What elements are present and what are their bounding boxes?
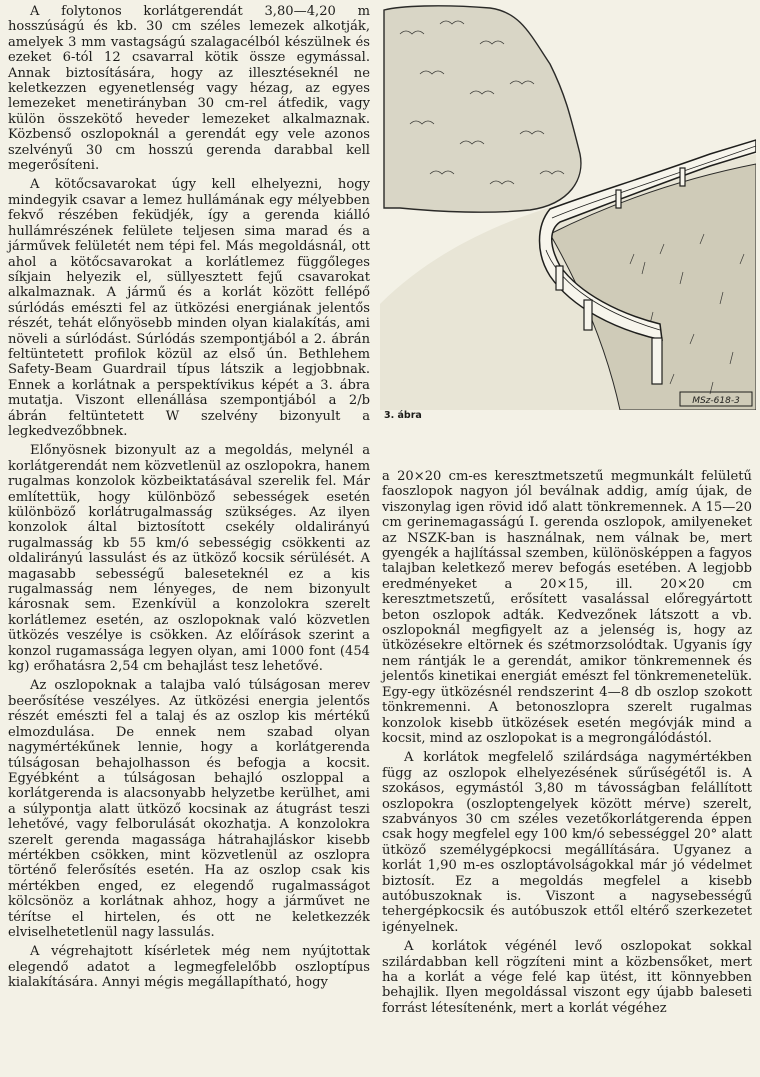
figure-code: MSz-618-3 bbox=[692, 396, 740, 406]
paragraph: Előnyösnek bizonyult az a megoldás, melynél a korlátgerendát nem közvetlenül az oszlopokra, hanem rugalmas konzolok közbeiktatásával szerelik fel. Már említettük, hogy különböző sebességek esetén különböző korlátrugalmasság szükséges. Az ilyen konzolok által biztosított csekély oldalirányú rugalmasság kb 55 km/ó sebességig csökkenti az oldalirányú lassulást és az ütköző kocsik sérülését. A magasabb sebességű baleseteknél ez a kis rugalmasság nem lényeges, de nem bizonyult károsnak sem. Ezenkívül a konzolokra szerelt korlátlemez esetén, az oszlopoknak való közvetlen ütközés veszélye is csökken. Az előírások szerint a konzol rugamassága legyen olyan, ami 1000 font (454 kg) erőhatásra 2,54 cm behajlást tesz lehetővé. bbox=[8, 443, 370, 675]
paragraph: Az oszlopoknak a talajba való túlságosan merev beerősítése veszélyes. Az ütközési energia jelentős részét emészti fel a talaj és az oszlop kis mértékű elmozdulása. De ennek nem szabad olyan nagymértékűnek lennie, hogy a korlátgerenda túlságosan behajolhasson és befogja a kocsit. Egyébként a túlságosan behajló oszloppal a korlátgerenda is alacsonyabb helyzetbe kerülhet, ami a súlypontja alatt ütköző kocsinak az átugrást teszi lehetővé, vagy felborulását okozhatja. A konzolokra szerelt gerenda magassága hátrahajláskor kisebb mértékben csökken, mint közvetlenül az oszlopra történő felerősítés esetén. Ha az oszlop csak kis mértékben enged, ez elegendő rugalmasságot kölcsönöz a korlátnak ahhoz, hogy a járművet ne térítse el hirtelen, és ott ne keletkezzék elviselhetetlenül nagy lassulás. bbox=[8, 678, 370, 940]
figure-caption: 3. ábra bbox=[384, 410, 422, 421]
guardrail-perspective-illustration bbox=[380, 4, 756, 410]
paragraph: A korlátok megfelelő szilárdsága nagymértékben függ az oszlopok elhelyezésének sűrűségétől is. A szokásos, egymástól 3,80 m távosságban felállított oszlopokra (oszloptengelyek között mérve) szerelt, szabványos 30 cm széles vezetőkorlátgerenda éppen csak hogy megfelel egy 100 km/ó sebességgel 20° alatt ütköző személygépkocsi megállítására. Ugyanez a korlát 1,90 m-es oszloptávolságokkal már jó védelmet biztosít. Ez a megoldás megfelel a kisebb autóbuszoknak is. Viszont a nagysebességű tehergépkocsik és autóbuszok ettől eltérő szerkezetet igényelnek. bbox=[382, 750, 752, 935]
paragraph: A folytonos korlátgerendát 3,80—4,20 m hosszúságú és kb. 30 cm széles lemezek alkotják, amelyek 3 mm vastagságú szalagacélból készülnek és ezeket 6-tól 12 csavarral kötik össze egymással. Annak biztosítására, hogy az illesztéseknél ne keletkezzen egyenetlenség vagy hézag, az egyes lemezeket menetirányban 30 cm-rel átfedik, vagy külön összekötő heveder lemezeket alkalmaznak. Közbenső oszlopoknál a gerendát egy vele azonos szelvényű 30 cm hosszú gerenda darabbal kell megerősíteni. bbox=[8, 4, 370, 174]
paragraph: a 20×20 cm-es keresztmetszetű megmunkált felületű faoszlopok nagyon jól beválnak addig, amíg újak, de viszonylag igen rövid idő alatt tönkremennek. A 15—20 cm gerinemagasságú I. gerenda oszlopok, amilyeneket az NSZK-ban is használnak, nem válnak be, mert gyengék a hajlítással szemben, különösképpen a fagyos talajban keletkező merev befogás esetében. A legjobb eredményeket a 20×15, ill. 20×20 cm keresztmetszetű, erősített vasalással előregyártott beton oszlopok adták. Kedvezőnek látszott a vb. oszlopoknál megfigyelt az a jelenség is, hogy az ütközésekre eltörnek és szétmorzsolódtak. Ugyanis így nem rántják le a gerendát, amikor tönkremennek és jelentős kinetikai energiát emészt fel tönkremenetelük. Egy-egy ütközésnél rendszerint 4—8 db oszlop szokott tönkremenni. A betonoszlopra szerelt rugalmas konzolok kisebb ütközések esetén megóvják mind a kocsit, mind az oszlopokat is a megrongálódástól. bbox=[382, 469, 752, 746]
right-column bbox=[382, 469, 752, 1020]
left-column bbox=[8, 4, 370, 995]
paragraph: A kötőcsavarokat úgy kell elhelyezni, hogy mindegyik csavar a lemez hullámának egy mélyebben fekvő részében feküdjék, így a gerenda kiálló hullámrészének felülete teljesen sima marad és a járművek felületét nem tépi fel. Más megoldásnál, ott ahol a kötőcsavarokat a korlátlemez függőleges síkjain helyezik el, süllyesztett fejű csavarokat alkalmaznak. A jármű és a korlát között fellépő súrlódás emészti fel az ütközési energiának jelentős részét, tehát előnyösebb minden olyan kialakítás, ami növeli a súrlódást. Súrlódás szempontjából a 2. ábrán feltüntetett profilok közül az első ún. Bethlehem Safety-Beam Guardrail típus látszik a legjobbnak. Ennek a korlátnak a perspektívikus képét a 3. ábra mutatja. Viszont ellenállása szempontjából a 2/b ábrán feltüntetett W szelvény bizonyult a legkedvezőbbnek. bbox=[8, 177, 370, 439]
paragraph: A korlátok végénél levő oszlopokat sokkal szilárdabban kell rögzíteni mint a közbensőket, mert ha a korlát a vége felé kap ütést, itt könnyebben behajlik. Ilyen megoldással viszont egy újabb baleseti forrást létesítenénk, mert a korlát végéhez bbox=[382, 939, 752, 1016]
paragraph: A végrehajtott kísérletek még nem nyújtottak elegendő adatot a legmegfelelőbb oszloptípus kialakítására. Annyi mégis megállapítható, hogy bbox=[8, 944, 370, 991]
